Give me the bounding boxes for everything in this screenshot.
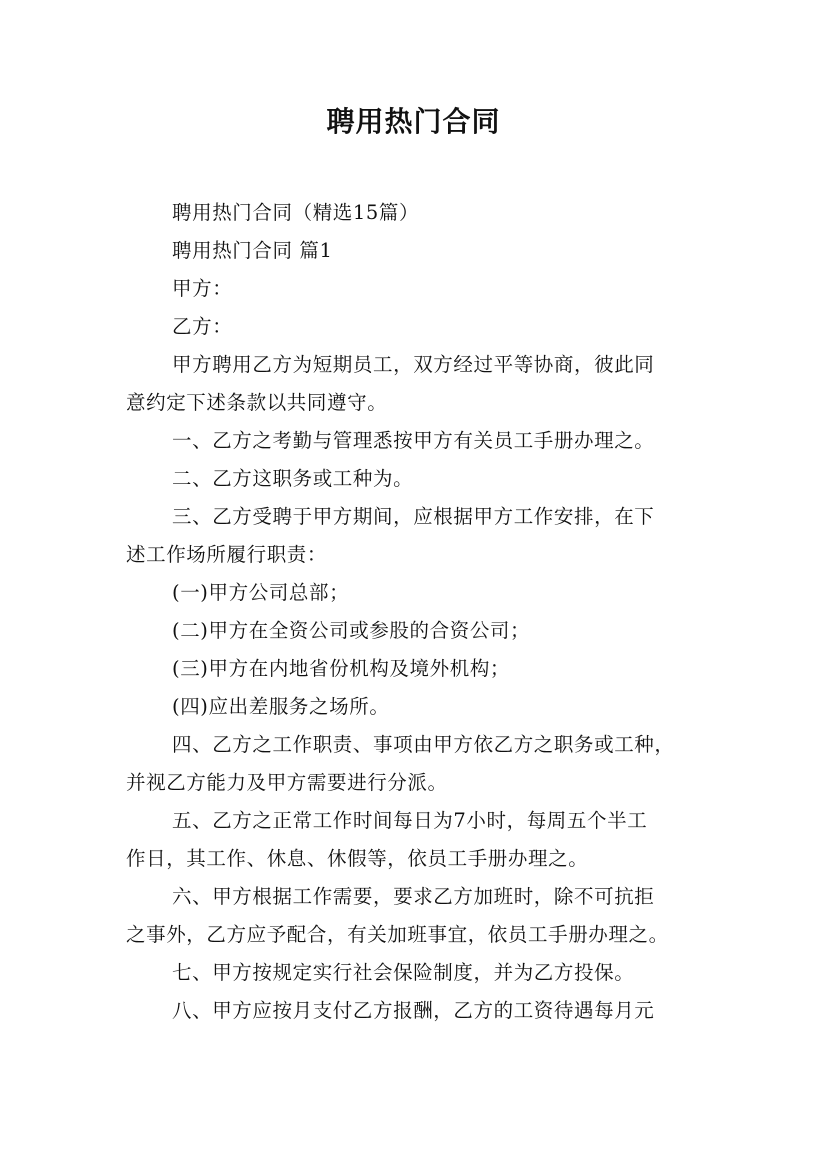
list-item: (二)甲方在全资公司或参股的合资公司；	[172, 619, 531, 642]
clause-line: 七、甲方按规定实行社会保险制度，并为乙方投保。	[172, 961, 635, 984]
clause-line: 八、甲方应按月支付乙方报酬，乙方的工资待遇每月元	[172, 999, 655, 1022]
clause-line: 并视乙方能力及甲方需要进行分派。	[126, 771, 448, 794]
document-title: 聘用热门合同	[326, 105, 501, 138]
clause-line: 作日，其工作、休息、休假等，依员工手册办理之。	[126, 847, 589, 870]
list-item: (三)甲方在内地省份机构及境外机构；	[172, 657, 511, 680]
doc-subtitle: 聘用热门合同（精选15篇）	[172, 201, 420, 224]
clause-line: 三、乙方受聘于甲方期间，应根据甲方工作安排，在下	[172, 505, 655, 528]
clause-line: 之事外，乙方应予配合，有关加班事宜，依员工手册办理之。	[126, 923, 669, 946]
paragraph-line: 意约定下述条款以共同遵守。	[126, 391, 388, 414]
section-heading: 聘用热门合同 篇1	[172, 239, 333, 262]
clause-line: 五、乙方之正常工作时间每日为7小时，每周五个半工	[172, 809, 648, 832]
party-a-line: 甲方：	[172, 277, 233, 300]
clause-line: 一、乙方之考勤与管理悉按甲方有关员工手册办理之。	[172, 429, 655, 452]
clause-line: 述工作场所履行职责：	[126, 543, 328, 566]
clause-line: 二、乙方这职务或工种为。	[172, 467, 414, 490]
document-body	[126, 194, 708, 1030]
clause-line: 四、乙方之工作职责、事项由甲方依乙方之职务或工种，	[172, 733, 675, 756]
party-b-line: 乙方：	[172, 315, 233, 338]
paragraph-line: 甲方聘用乙方为短期员工，双方经过平等协商，彼此同	[172, 353, 655, 376]
list-item: (一)甲方公司总部；	[172, 581, 350, 604]
list-item: (四)应出差服务之场所。	[172, 695, 390, 718]
clause-line: 六、甲方根据工作需要，要求乙方加班时，除不可抗拒	[172, 885, 655, 908]
